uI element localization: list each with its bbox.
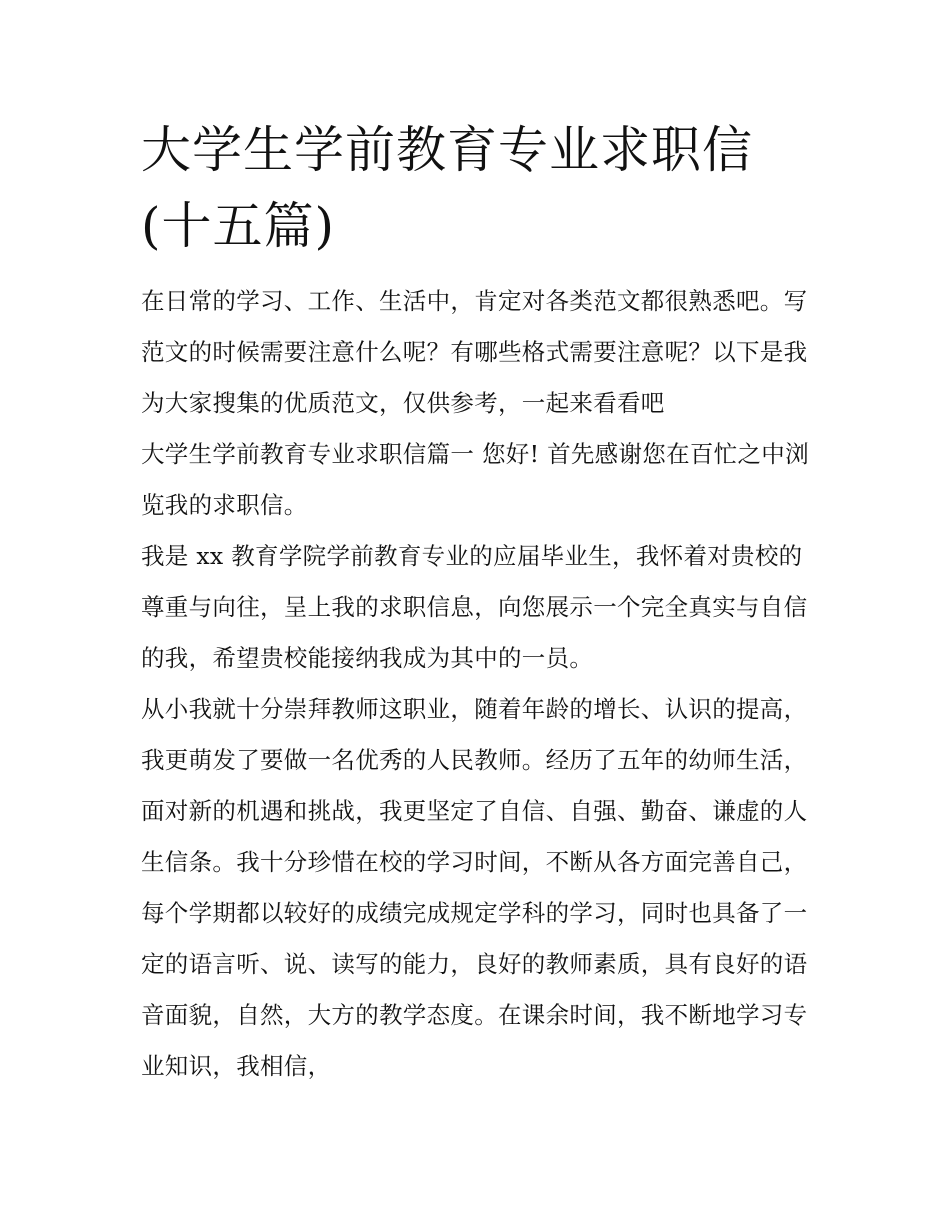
paragraph-greeting: 大学生学前教育专业求职信篇一 您好! 首先感谢您在百忙之中浏览我的求职信。 xyxy=(141,440,809,519)
paragraph-intro: 在日常的学习、工作、生活中，肯定对各类范文都很熟悉吧。写范文的时候需要注意什么呢？有哪些格式需要注意呢？以下是我为大家搜集的优质范文，仅供参考，一起来看看吧 xyxy=(141,287,808,417)
document-body xyxy=(141,276,813,1092)
paragraph-experience: 从小我就十分崇拜教师这职业，随着年龄的增长、认识的提高，我更萌发了要做一名优秀的人民教师。经历了五年的幼师生活，面对新的机遇和挑战，我更坚定了自信、自强、勤奋、谦虚的人生信条。我十分珍惜在校的学习时间，不断从各方面完善自己，每个学期都以较好的成绩完成规定学科的学习，同时也具备了一定的语言听、说、读写的能力，良好的教师素质，具有良好的语音面貌，自然，大方的教学态度。在课余时间，我不断地学习专业知识，我相信， xyxy=(141,695,808,1080)
document-title: 大学生学前教育专业求职信(十五篇) xyxy=(141,121,753,255)
paragraph-self-introduction: 我是 xx 教育学院学前教育专业的应届毕业生，我怀着对贵校的尊重与向往，呈上我的求职信息，向您展示一个完全真实与自信的我，希望贵校能接纳我成为其中的一员。 xyxy=(141,542,808,672)
